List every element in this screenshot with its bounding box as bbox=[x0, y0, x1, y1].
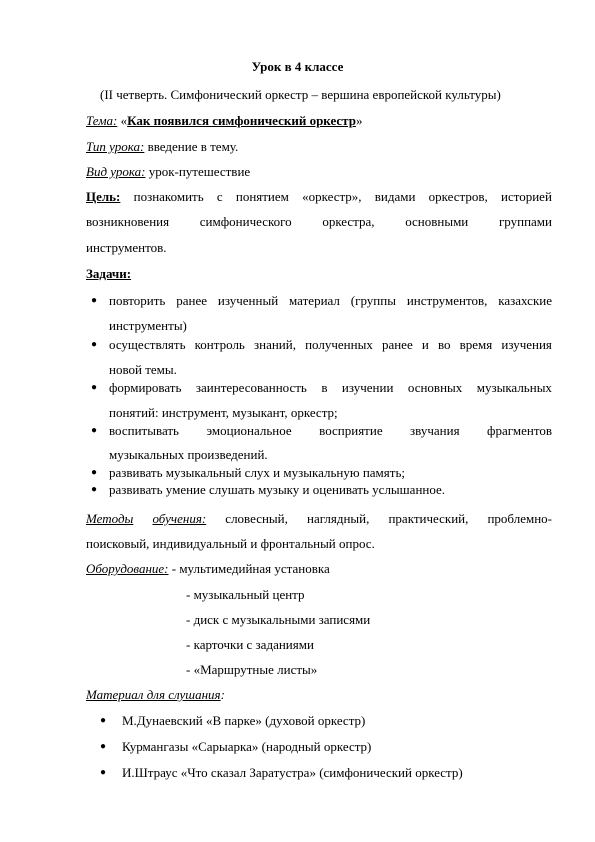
equipment-line bbox=[86, 561, 330, 577]
task-word: формировать bbox=[109, 380, 182, 395]
task-item-continuation: понятий: инструмент, музыкант, оркестр; bbox=[109, 405, 338, 420]
equipment-first-item: - мультимедийная установка bbox=[168, 561, 330, 576]
goal-word: с bbox=[216, 189, 223, 204]
methods-line-1 bbox=[86, 511, 552, 527]
equipment-label: Оборудование: bbox=[86, 561, 169, 576]
equipment-item: - музыкальный центр bbox=[186, 587, 305, 602]
lesson-kind-label: Вид урока: bbox=[86, 164, 146, 179]
lesson-kind-value: урок-путешествие bbox=[145, 164, 251, 179]
task-item-line bbox=[109, 293, 552, 309]
task-word: инструментов, bbox=[406, 293, 488, 308]
task-word: время bbox=[459, 337, 493, 352]
listening-item: М.Дунаевский «В парке» (духовой оркестр) bbox=[122, 713, 366, 728]
task-word: ранее bbox=[176, 293, 208, 308]
task-item-continuation: музыкальных произведений. bbox=[109, 447, 268, 462]
topic-quote-close: » bbox=[355, 113, 363, 128]
bullet-icon: ● bbox=[99, 767, 107, 778]
task-word: в bbox=[321, 380, 328, 395]
task-word: знаний, bbox=[253, 337, 296, 352]
goal-word: возникновения bbox=[86, 214, 170, 229]
task-word: воспитывать bbox=[109, 423, 179, 438]
task-word: основных bbox=[407, 380, 463, 395]
task-word: полученных bbox=[305, 337, 373, 352]
topic-label: Тема: bbox=[86, 113, 118, 128]
task-word: заинтересованность bbox=[195, 380, 307, 395]
task-word: музыкальных bbox=[476, 380, 552, 395]
task-item-line bbox=[109, 380, 552, 396]
bullet-icon: ● bbox=[99, 741, 107, 752]
task-word: изучении bbox=[341, 380, 394, 395]
goal-word: оркестров, bbox=[428, 189, 488, 204]
listening-label: Материал для слушания bbox=[86, 687, 221, 702]
methods-label-word: обучения: bbox=[152, 511, 207, 526]
goal-label: Цель: bbox=[86, 189, 121, 204]
document-subtitle: (II четверть. Симфонический оркестр – вершина европейской культуры) bbox=[100, 87, 501, 102]
task-word: (группы bbox=[350, 293, 396, 308]
listening-item: Курмангазы «Сарыарка» (народный оркестр) bbox=[122, 739, 372, 754]
goal-word: симфонического bbox=[199, 214, 292, 229]
task-word: фрагментов bbox=[487, 423, 552, 438]
methods-line-2: поисковый, индивидуальный и фронтальный опрос. bbox=[86, 536, 375, 551]
task-word: изучения bbox=[501, 337, 552, 352]
goal-word: основными bbox=[405, 214, 469, 229]
lesson-type-label: Тип урока: bbox=[86, 139, 145, 154]
goal-word: группами bbox=[498, 214, 552, 229]
task-word: восприятие bbox=[319, 423, 383, 438]
task-item-continuation: инструменты) bbox=[109, 318, 187, 333]
methods-label-word: Методы bbox=[86, 511, 134, 526]
equipment-item: - карточки с заданиями bbox=[186, 637, 314, 652]
methods-word: словесный, bbox=[225, 511, 288, 526]
document-title: Урок в 4 классе bbox=[251, 59, 344, 74]
task-word: осуществлять bbox=[109, 337, 186, 352]
goal-word: видами bbox=[374, 189, 416, 204]
task-item-line: развивать музыкальный слух и музыкальную память; bbox=[109, 465, 405, 480]
bullet-icon: ● bbox=[90, 382, 98, 393]
bullet-icon: ● bbox=[90, 339, 98, 350]
goal-word: оркестра, bbox=[322, 214, 375, 229]
goal-line-1 bbox=[86, 189, 552, 205]
listening-heading bbox=[86, 687, 225, 703]
methods-word: проблемно- bbox=[487, 511, 552, 526]
task-word: эмоциональное bbox=[206, 423, 292, 438]
task-item-continuation: новой темы. bbox=[109, 362, 177, 377]
lesson-type-line bbox=[86, 139, 238, 155]
goal-word: познакомить bbox=[133, 189, 204, 204]
task-word: контроль bbox=[194, 337, 245, 352]
task-word: изученный bbox=[217, 293, 279, 308]
bullet-icon: ● bbox=[90, 425, 98, 436]
topic-quote-open: « bbox=[117, 113, 128, 128]
lesson-kind-line bbox=[86, 164, 250, 180]
bullet-icon: ● bbox=[90, 295, 98, 306]
goal-line-3: инструментов. bbox=[86, 240, 167, 255]
task-item-line bbox=[109, 337, 552, 353]
task-word: повторить bbox=[109, 293, 166, 308]
task-item-line bbox=[109, 423, 552, 439]
task-word: казахские bbox=[498, 293, 552, 308]
goal-word: понятием bbox=[235, 189, 289, 204]
lesson-type-value: введение в тему. bbox=[144, 139, 239, 154]
bullet-icon: ● bbox=[90, 484, 98, 495]
goal-word: историей bbox=[500, 189, 552, 204]
task-item-line: развивать умение слушать музыку и оценивать услышанное. bbox=[109, 482, 446, 497]
equipment-item: - диск с музыкальными записями bbox=[186, 612, 371, 627]
task-word: и bbox=[421, 337, 429, 352]
bullet-icon: ● bbox=[99, 715, 107, 726]
listening-colon: : bbox=[220, 687, 225, 702]
task-word: ранее bbox=[381, 337, 413, 352]
methods-word: практический, bbox=[388, 511, 469, 526]
goal-line-2 bbox=[86, 214, 552, 230]
goal-word: «оркестр», bbox=[302, 189, 362, 204]
equipment-item: - «Маршрутные листы» bbox=[186, 662, 318, 677]
topic-line bbox=[86, 113, 362, 129]
tasks-heading: Задачи: bbox=[86, 266, 132, 281]
bullet-icon: ● bbox=[90, 467, 98, 478]
listening-item: И.Штраус «Что сказал Заратустра» (симфонический оркестр) bbox=[122, 765, 463, 780]
task-word: во bbox=[437, 337, 451, 352]
task-word: материал bbox=[289, 293, 340, 308]
methods-word: наглядный, bbox=[306, 511, 370, 526]
topic-value: Как появился симфонический оркестр bbox=[127, 113, 356, 128]
task-word: звучания bbox=[410, 423, 460, 438]
